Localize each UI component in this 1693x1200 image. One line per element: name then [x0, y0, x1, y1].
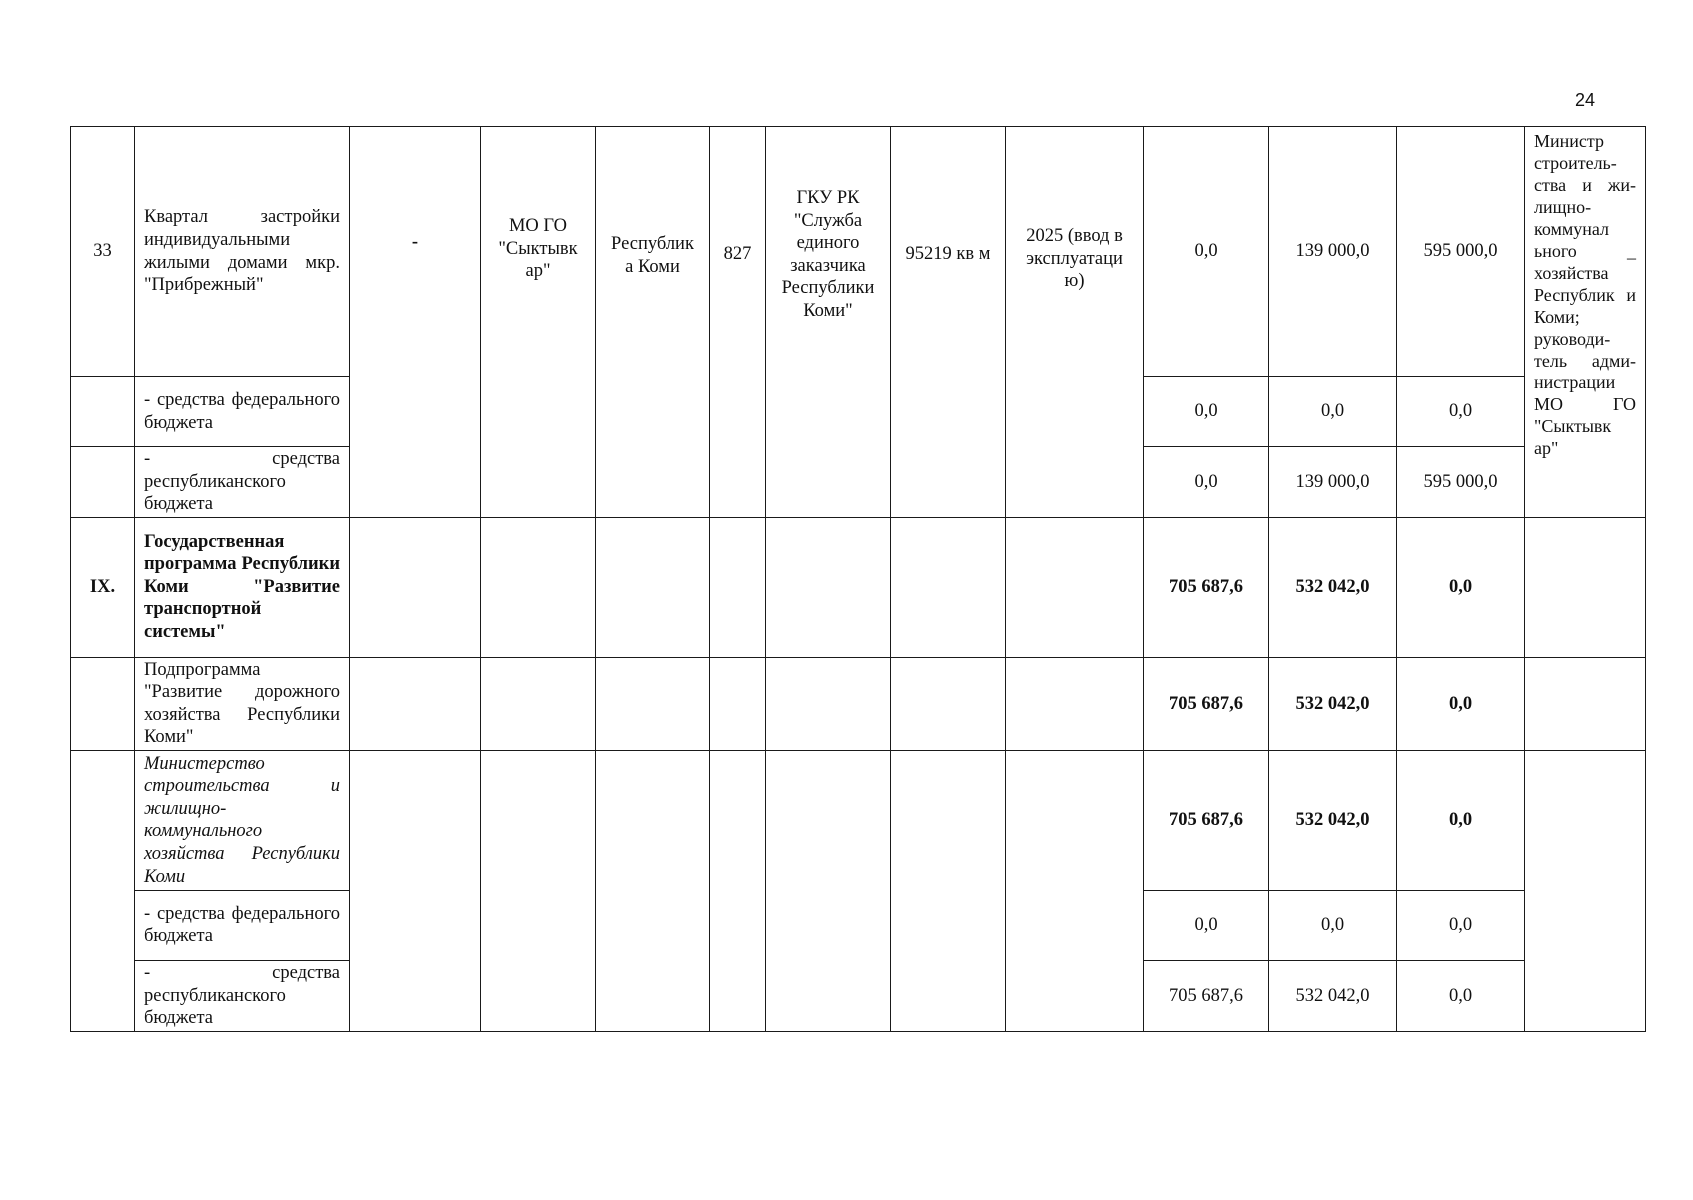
value-cell: 595 000,0: [1397, 447, 1525, 518]
code-cell: 827: [710, 127, 766, 518]
budget-table: [70, 126, 1646, 1032]
value-cell: 705 687,6: [1144, 517, 1269, 657]
table-row: [71, 657, 1646, 750]
region-cell: Республик а Коми: [596, 127, 710, 518]
customer-cell: ГКУ РК "Служба единого заказчика Республики Коми": [766, 127, 891, 518]
value-cell: 0,0: [1397, 517, 1525, 657]
value-cell: 0,0: [1397, 750, 1525, 890]
value-cell: 532 042,0: [1269, 750, 1397, 890]
table-row: [71, 517, 1646, 657]
value-cell: 0,0: [1397, 377, 1525, 447]
republic-budget-label: - средства республиканского бюджета: [135, 960, 350, 1031]
value-cell: 0,0: [1269, 890, 1397, 960]
federal-budget-label: - средства федерального бюджета: [135, 377, 350, 447]
republic-budget-label: - средства республиканского бюджета: [135, 447, 350, 518]
table-row: [71, 127, 1646, 377]
value-cell: 532 042,0: [1269, 960, 1397, 1031]
object-name: Квартал застройки индивидуальными жилыми домами мкр. "Прибрежный": [135, 127, 350, 377]
value-cell: 532 042,0: [1269, 517, 1397, 657]
value-cell: 0,0: [1397, 657, 1525, 750]
value-cell: 139 000,0: [1269, 127, 1397, 377]
value-cell: 0,0: [1144, 127, 1269, 377]
value-cell: 705 687,6: [1144, 960, 1269, 1031]
municipality-cell: МО ГО "Сыктывк ар": [481, 127, 596, 518]
dash-cell: -: [350, 127, 481, 518]
federal-budget-label: - средства федерального бюджета: [135, 890, 350, 960]
section-number: IX.: [71, 517, 135, 657]
table-row: [71, 750, 1646, 890]
responsible-cell: Министр строитель-ства и жи-лищно-коммунал ьного _ хозяйства Республик и Коми; руководи-тель адми-нистрации МО ГО "Сыктывк ар": [1525, 127, 1646, 518]
value-cell: 0,0: [1397, 890, 1525, 960]
value-cell: 705 687,6: [1144, 750, 1269, 890]
program-name: Государственная программа Республики Коми "Развитие транспортной системы": [135, 517, 350, 657]
value-cell: 595 000,0: [1397, 127, 1525, 377]
subprogram-name: Подпрограмма "Развитие дорожного хозяйства Республики Коми": [135, 657, 350, 750]
ministry-name: Министерство строительства и жилищно-коммунального хозяйства Республики Коми: [135, 750, 350, 890]
value-cell: 0,0: [1269, 377, 1397, 447]
capacity-cell: 95219 кв м: [891, 127, 1006, 518]
value-cell: 0,0: [1144, 890, 1269, 960]
value-cell: 0,0: [1144, 377, 1269, 447]
value-cell: 0,0: [1397, 960, 1525, 1031]
value-cell: 0,0: [1144, 447, 1269, 518]
value-cell: 532 042,0: [1269, 657, 1397, 750]
row-number: 33: [71, 127, 135, 377]
page-number: 24: [1575, 90, 1596, 110]
term-cell: 2025 (ввод в эксплуатаци ю): [1006, 127, 1144, 518]
value-cell: 139 000,0: [1269, 447, 1397, 518]
value-cell: 705 687,6: [1144, 657, 1269, 750]
